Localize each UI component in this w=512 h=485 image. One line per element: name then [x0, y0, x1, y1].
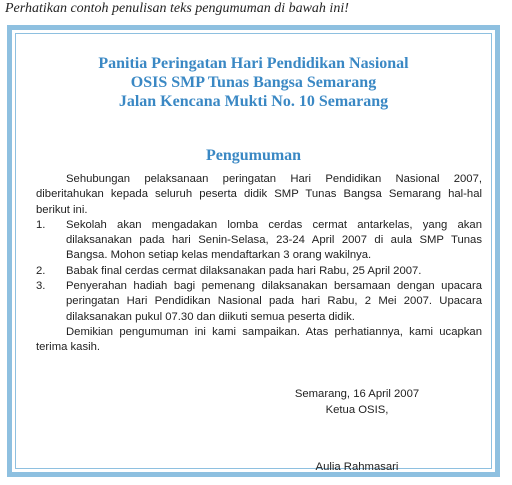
closing-paragraph: Demikian pengumuman ini kami sampaikan. Atas perhatiannya, kami ucapkan terima kasih.: [36, 325, 482, 354]
list-item: [36, 279, 482, 325]
letterhead-line-2: OSIS SMP Tunas Bangsa Semarang: [130, 74, 377, 91]
signer-name: Aulia Rahmasari: [315, 461, 399, 473]
signature-block: [272, 387, 442, 476]
opening-paragraph: Sehubungan pelaksanaan peringatan Hari Pendidikan Nasional 2007, diberitahukan kepada seluruh peserta didik SMP Tunas Bangsa Semarang hal-hal berikut ini.: [36, 173, 482, 216]
announcement-body: [36, 172, 482, 356]
announcement-title: Pengumuman: [205, 147, 302, 164]
list-item: [36, 218, 482, 264]
item-text: Sekolah akan mengadakan lomba cerdas cermat antarkelas, yang akan dilaksanakan pada hari Senin-Selasa, 23-24 April 2007 di aula SMP Tunas Bangsa. Mohon setiap kelas mendaftarkan 3 orang wakilnya.: [66, 218, 482, 262]
item-list: [36, 218, 482, 325]
signer-position: Ketua OSIS,: [325, 403, 389, 416]
item-number: 1.: [36, 218, 46, 231]
item-number: 3.: [36, 280, 46, 293]
item-text: Babak final cerdas cermat dilaksanakan pada hari Rabu, 25 April 2007.: [66, 264, 422, 277]
instruction-text: Perhatikan contoh penulisan teks pengumuman di bawah ini!: [5, 1, 349, 16]
item-number: 2.: [36, 264, 46, 277]
letterhead-line-1: Panitia Peringatan Hari Pendidikan Nasional: [98, 55, 409, 72]
item-text: Penyerahan hadiah bagi pemenang dilaksanakan bersamaan dengan upacara peringatan Hari Pendidikan Nasional pada hari Rabu, 2 Mei 2007. Upacara dilaksanakan pukul 07.30 dan diikuti semua peserta didik.: [66, 280, 482, 323]
place-date: Semarang, 16 April 2007: [294, 388, 420, 400]
letterhead: [12, 54, 495, 111]
list-item: [36, 264, 482, 279]
letterhead-line-3: Jalan Kencana Mukti No. 10 Semarang: [118, 93, 389, 110]
announcement-frame: [7, 25, 500, 477]
